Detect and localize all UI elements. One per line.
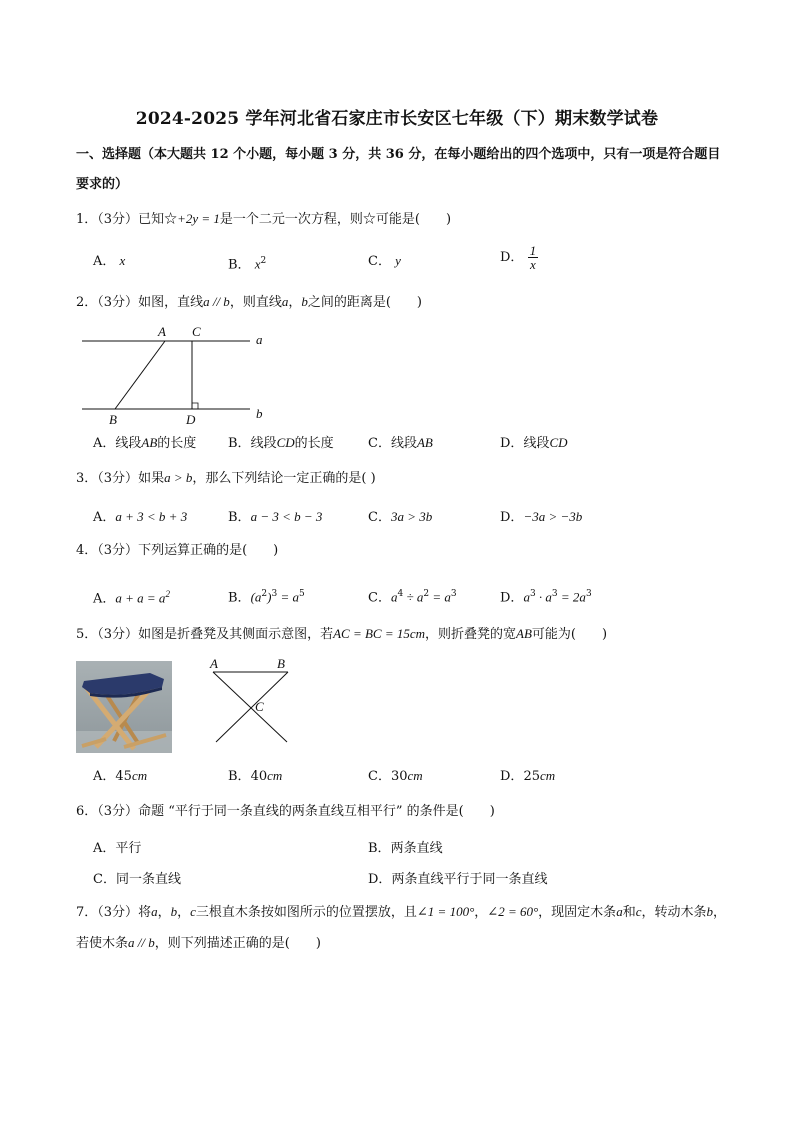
option-letter: C． <box>368 510 391 525</box>
math-expr: c <box>190 904 196 919</box>
math-expr: x <box>119 253 126 268</box>
option-text: 线段 <box>523 436 550 451</box>
question-text: ， <box>177 905 191 920</box>
label-line-b: b <box>256 406 263 421</box>
math-expr: a <box>523 589 530 605</box>
math-expr: = 2a <box>557 589 586 605</box>
option-d[interactable] <box>500 583 592 609</box>
option-d[interactable] <box>500 506 582 529</box>
question-text: 将 <box>138 905 152 920</box>
math-expr: ) <box>267 589 272 605</box>
leg-bc <box>216 672 288 742</box>
leg-ac <box>213 672 287 742</box>
denominator: x <box>529 257 536 272</box>
option-a[interactable] <box>93 838 141 860</box>
question-2 <box>76 291 736 314</box>
question-text: 如图，直线 <box>138 295 204 310</box>
question-text: 下列运算正确的是( ) <box>138 543 279 558</box>
option-text: 平行 <box>115 841 142 856</box>
math-expr: a <box>390 589 398 605</box>
question-text: ，现固定木条 <box>538 905 617 920</box>
option-b[interactable] <box>228 506 322 529</box>
option-a[interactable] <box>93 506 187 529</box>
exponent: 3 <box>529 589 536 599</box>
exponent: 5 <box>299 589 305 599</box>
label-line-a: a <box>256 332 263 347</box>
question-text: ， <box>474 905 488 920</box>
question-number: 7． <box>76 905 98 920</box>
option-d[interactable] <box>500 244 538 271</box>
exponent: 2 <box>165 589 170 599</box>
question-points: （3分） <box>97 543 139 558</box>
question-text: ，则下列描述正确的是( ) <box>154 936 321 951</box>
option-letter: D． <box>500 769 524 784</box>
math-expr: b <box>706 904 713 919</box>
option-b[interactable] <box>228 583 305 609</box>
question-points: （3分） <box>97 471 139 486</box>
math-expr: +2y = 1 <box>177 211 220 226</box>
option-value: 45 <box>115 769 132 784</box>
option-text: 两条直线 <box>390 841 443 856</box>
question-text: ， <box>288 295 302 310</box>
option-unit: cm <box>267 768 283 783</box>
option-letter: B． <box>228 769 251 784</box>
math-expr: a > b <box>164 470 193 485</box>
math-expr: −3a > −3b <box>523 509 583 524</box>
option-letter: A． <box>93 769 116 784</box>
option-letter: C． <box>368 254 391 269</box>
right-angle-mark <box>192 403 198 409</box>
question-number: 6． <box>76 804 98 819</box>
question-7 <box>76 897 736 959</box>
option-d[interactable] <box>500 765 555 788</box>
option-letter: B． <box>228 590 251 606</box>
question-text: 和 <box>622 905 636 920</box>
option-letter: A． <box>93 841 116 856</box>
option-b[interactable] <box>228 432 334 455</box>
question-text: 已知☆ <box>138 212 178 227</box>
option-d[interactable] <box>500 432 568 455</box>
option-c[interactable] <box>368 250 401 273</box>
parallel-lines-figure <box>70 322 280 430</box>
option-text: 的长度 <box>157 436 197 451</box>
option-c[interactable] <box>368 583 457 609</box>
question-points: （3分） <box>97 804 139 819</box>
math-expr: c <box>635 904 642 919</box>
option-b[interactable] <box>228 765 282 788</box>
option-a[interactable] <box>93 250 125 273</box>
label-b-point: B <box>277 656 285 671</box>
question-points: （3分） <box>97 295 139 310</box>
option-unit: cm <box>131 768 148 783</box>
math-expr: a + 3 < b + 3 <box>115 509 188 524</box>
option-text: 同一条直线 <box>115 872 181 887</box>
label-d-point: D <box>186 412 196 427</box>
exponent: 2 <box>260 256 267 266</box>
math-expr: ÷ a <box>403 589 424 605</box>
math-expr: · a <box>535 589 552 605</box>
exponent: 4 <box>397 589 404 599</box>
question-text: 是一个二元一次方程，则☆可能是( ) <box>219 212 452 227</box>
option-unit: cm <box>539 768 556 783</box>
option-b[interactable] <box>368 838 443 860</box>
option-value: 25 <box>523 769 540 784</box>
option-c[interactable] <box>93 869 181 891</box>
math-expr: a <box>151 904 158 919</box>
math-expr: ∠2 = 60° <box>487 904 539 919</box>
option-a[interactable] <box>93 583 170 610</box>
option-letter: A． <box>93 436 116 451</box>
question-5 <box>76 623 736 646</box>
math-expr: AB <box>141 435 158 450</box>
stool-photo <box>76 661 172 753</box>
math-expr: = a <box>277 589 299 605</box>
option-unit: cm <box>407 768 423 783</box>
option-text: 线段 <box>115 436 142 451</box>
question-points: （3分） <box>97 212 139 227</box>
option-c[interactable] <box>368 506 432 529</box>
question-text: 如图是折叠凳及其侧面示意图，若 <box>138 627 334 642</box>
math-expr: a // b <box>203 294 230 309</box>
option-letter: D． <box>500 436 524 451</box>
option-a[interactable] <box>93 765 147 788</box>
option-letter: C． <box>368 436 391 451</box>
option-text: 线段 <box>390 436 417 451</box>
exponent: 3 <box>585 589 592 599</box>
option-letter: D． <box>500 590 524 606</box>
question-text: ，若使木条 <box>76 905 727 951</box>
option-letter: A． <box>93 510 116 525</box>
option-a[interactable] <box>93 432 196 455</box>
option-letter: B． <box>368 841 391 856</box>
question-text: ，则折叠凳的宽 <box>425 627 517 642</box>
math-expr: (a <box>250 589 262 605</box>
option-d[interactable] <box>368 869 547 891</box>
option-letter: A． <box>93 254 116 269</box>
option-letter: B． <box>228 257 251 273</box>
fraction <box>528 244 539 271</box>
exponent: 2 <box>261 589 268 599</box>
math-expr: ∠1 = 100° <box>416 904 475 919</box>
question-text: 如果 <box>138 471 165 486</box>
exponent: 2 <box>423 589 430 599</box>
math-expr: 3a > 3b <box>390 509 433 524</box>
label-a-point: A <box>158 324 166 339</box>
math-expr: a <box>616 904 623 919</box>
math-expr: b <box>301 294 308 309</box>
question-text: ，转动木条 <box>641 905 707 920</box>
numerator: 1 <box>529 243 537 258</box>
label-c-point: C <box>192 324 201 339</box>
option-letter: D． <box>500 250 524 265</box>
question-text: 命题 “平行于同一条直线的两条直线互相平行” 的条件是( ) <box>138 804 495 819</box>
exponent: 3 <box>551 589 558 599</box>
math-expr: CD <box>276 435 295 450</box>
option-letter: C． <box>368 590 391 606</box>
math-expr: b <box>170 904 178 919</box>
segment-ab <box>115 341 165 409</box>
math-expr: a // b <box>128 935 155 950</box>
section-heading: 一、选择题（本大题共 12 个小题，每小题 3 分，共 36 分，在每小题给出的四个选项中，只有一项是符合题目要求的） <box>76 147 721 192</box>
option-text: 两条直线平行于同一条直线 <box>391 872 548 887</box>
question-number: 3． <box>76 471 98 486</box>
question-number: 2． <box>76 295 98 310</box>
option-text: 的长度 <box>294 436 334 451</box>
question-text: ，那么下列结论一定正确的是( ) <box>192 471 376 486</box>
question-6 <box>76 801 736 823</box>
question-1 <box>76 208 736 231</box>
question-points: （3分） <box>97 627 139 642</box>
math-expr: CD <box>549 435 568 450</box>
math-expr: = a <box>429 589 451 605</box>
option-value: 40 <box>250 769 268 784</box>
math-expr: AC = BC = 15cm <box>333 626 426 641</box>
option-letter: D． <box>500 510 524 525</box>
question-text: 之间的距离是( ) <box>307 295 422 310</box>
math-expr: a <box>281 294 289 309</box>
question-text: ， <box>157 905 171 920</box>
stool-side-view-figure <box>205 655 300 747</box>
option-letter: C． <box>368 769 391 784</box>
exponent: 3 <box>271 589 278 599</box>
math-expr: y <box>395 253 401 268</box>
page-title: 2024-2025 学年河北省石家庄市长安区七年级（下）期末数学试卷 <box>135 109 659 129</box>
question-number: 5． <box>76 627 98 642</box>
option-b[interactable] <box>228 250 266 276</box>
question-3 <box>76 467 736 490</box>
option-letter: B． <box>228 510 251 525</box>
question-number: 1． <box>76 212 98 227</box>
label-b-point: B <box>109 412 117 427</box>
math-expr: AB <box>416 435 433 450</box>
option-letter: D． <box>368 872 392 887</box>
math-expr: a − 3 < b − 3 <box>250 509 323 524</box>
math-expr: x <box>254 256 261 272</box>
option-letter: A． <box>93 591 116 607</box>
question-number: 4． <box>76 543 98 558</box>
question-text: 可能为( ) <box>531 627 608 642</box>
label-a-point: A <box>210 656 218 671</box>
option-text: 线段 <box>250 436 277 451</box>
option-letter: C． <box>93 872 116 887</box>
question-text: 三根直木条按如图所示的位置摆放，且 <box>195 905 417 920</box>
question-points: （3分） <box>97 905 139 920</box>
option-c[interactable] <box>368 432 433 455</box>
exponent: 3 <box>450 589 457 599</box>
question-text: ，则直线 <box>229 295 282 310</box>
option-c[interactable] <box>368 765 423 788</box>
option-letter: B． <box>228 436 251 451</box>
math-expr: AB <box>516 626 532 641</box>
math-expr: a + a = a <box>115 590 166 606</box>
label-c-point: C <box>255 699 264 714</box>
question-4 <box>76 540 736 562</box>
option-value: 30 <box>390 769 408 784</box>
